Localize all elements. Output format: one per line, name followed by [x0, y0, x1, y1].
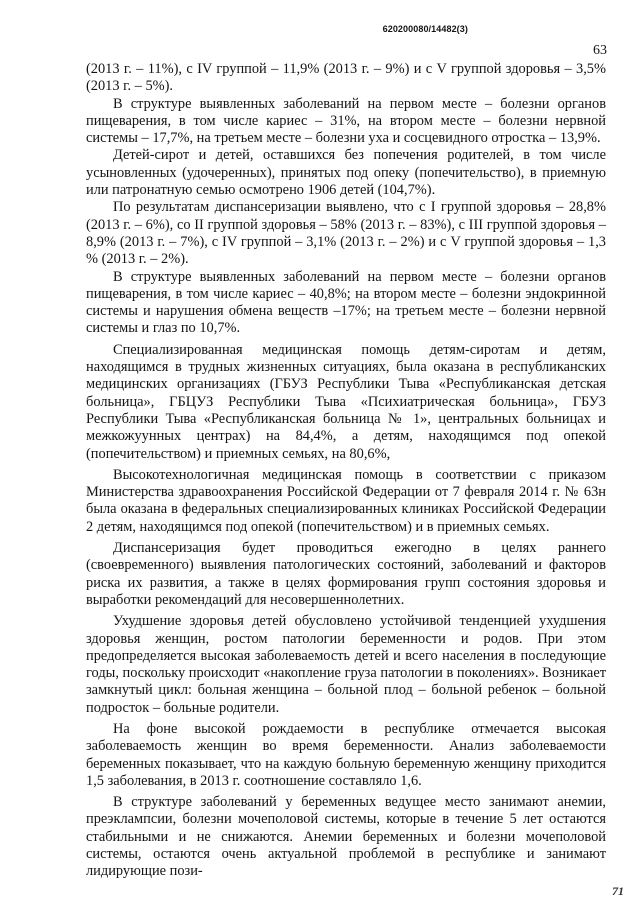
document-id: 620200080/14482(3)	[382, 24, 468, 34]
paragraph: Высокотехнологичная медицинская помощь в соответствии с приказом Министерства здравоохранения Российской Федерации от 7 февраля 2014 г. № 63н была оказана в федеральных специализированных клиниках Российской Федерации 2 детям, находящимся под опекой (попечительством) и в приемных семьях.	[86, 466, 606, 535]
paragraph: Детей-сирот и детей, оставшихся без попечения родителей, в том числе усыновленных (удочеренных), принятых под опеку (попечительство), в приемную или патронатную семью осмотрено 1906 детей (104,7%).	[86, 147, 606, 199]
paragraph: По результатам диспансеризации выявлено, что с I группой здоровья – 28,8% (2013 г. – 6%), со II группой здоровья – 58% (2013 г. – 83%), с III группой здоровья – 8,9% (2013 г. – 7%), с IV группой – 3,1% (2013 г. – 2%) и с V группой здоровья – 1,3 % (2013 г. – 2%).	[86, 199, 606, 268]
paragraph: В структуре выявленных заболеваний на первом месте – болезни органов пищеварения, в том числе кариес – 40,8%; на втором месте – болезни эндокринной системы и нарушения обмена веществ –17%; на третьем месте – болезни нервной системы и глаз по 10,7%.	[86, 268, 606, 337]
paragraph: В структуре заболеваний у беременных ведущее место занимают анемии, преэклампсии, болезни мочеполовой системы, которые в течение 5 лет остаются стабильными и не снижаются. Анемии беременных и болезни мочеполовой системы, остаются очень актуальной проблемой в республике и занимают лидирующие пози-	[86, 794, 606, 880]
paragraph: Диспансеризация будет проводиться ежегодно в целях раннего (своевременного) выявления патологических состояний, заболеваний и факторов риска их развития, а также в целях формирования групп состояния здоровья и выработки рекомендаций для несовершеннолетних.	[86, 540, 606, 608]
paragraph: В структуре выявленных заболеваний на первом месте – болезни органов пищеварения, в том числе кариес – 31%, на втором месте – болезни нервной системы – 17,7%, на третьем месте – болезни уха и сосцевидного отростка – 13,9%.	[86, 95, 606, 147]
paragraph: На фоне высокой рождаемости в республике отмечается высокая заболеваемость женщин во время беременности. Анализ заболеваемости беременных показывает, что на каждую больную беременную женщину приходится 1,5 заболевания, в 2013 г. соотношение составляло 1,6.	[86, 720, 606, 789]
body-text	[86, 61, 606, 881]
paragraph: Специализированная медицинская помощь детям-сиротам и детям, находящимся в трудных жизненных ситуациях, была оказана в республиканских медицинских организациях (ГБУЗ Республики Тыва «Республиканская детская больница», ГБЦУЗ Республики Тыва «Психиатрическая больница», ГБУЗ Республики Тыва «Республиканская больница № 1», центральных больницах и межкожуунных центрах) на 84,4%, а детям, находящимся под опекой (попечительством) и приемных семьях, на 80,6%,	[86, 341, 606, 462]
handwritten-page-mark: 71	[612, 884, 624, 898]
page-number: 63	[593, 43, 607, 58]
paragraph-continuation: (2013 г. – 11%), с IV группой – 11,9% (2013 г. – 9%) и с V группой здоровья – 3,5% (2013 г. – 5%).	[86, 61, 606, 95]
paragraph: Ухудшение здоровья детей обусловлено устойчивой тенденцией ухудшения здоровья женщин, ростом патологии беременности и родов. При этом предопределяется высокая заболеваемость детей и всего населения в последующие годы, поскольку происходит «накопление груза патологии в поколениях». Возникает замкнутый цикл: больная женщина – больной плод – больной ребенок – больной подросток – больные родители.	[86, 613, 606, 716]
